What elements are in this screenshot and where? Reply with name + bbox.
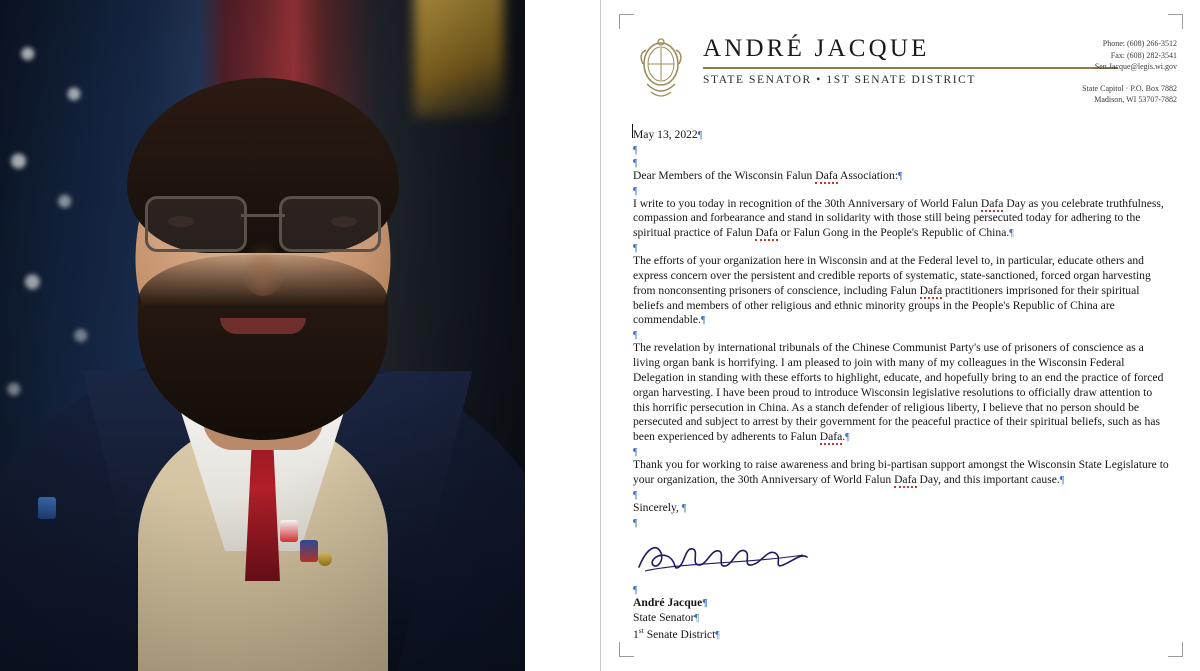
blank-line — [633, 328, 1171, 341]
letter-panel — [600, 0, 1200, 671]
pilcrow-mark: ¶ — [633, 489, 638, 501]
pilcrow-mark: ¶ — [697, 130, 703, 141]
contact-phone: Phone: (608) 266-3512 — [1102, 39, 1177, 48]
pilcrow-mark: ¶ — [681, 502, 687, 514]
crop-mark-top-right — [1168, 14, 1183, 29]
letterhead — [631, 34, 1177, 112]
paragraph-text: The efforts of your organization here in Wisconsin and at the Federal level to, in particular, educate others and express concern over the persistent and credible reports of systematic, state-sanctioned, forced organ harvesting from nonconsenting prisoners of conscience, including Falun Dafa practitioners imprisoned for their spiritual beliefs and members of other religious and ethnic minority groups in the People's Republic of China are commendable. — [633, 254, 1151, 327]
canada-flag-pin — [280, 520, 298, 542]
pilcrow-mark: ¶ — [633, 185, 638, 197]
letter-body[interactable] — [633, 128, 1171, 643]
signer-name-line — [633, 596, 1171, 611]
pilcrow-mark: ¶ — [715, 629, 720, 641]
senator-subtitle: STATE SENATOR • 1ST SENATE DISTRICT — [703, 74, 977, 86]
pilcrow-mark: ¶ — [694, 613, 700, 625]
blank-line — [633, 516, 1171, 529]
blank-line — [633, 445, 1171, 458]
eyeglasses — [143, 196, 383, 250]
pilcrow-mark: ¶ — [1009, 228, 1014, 240]
glasses-bridge — [241, 214, 285, 217]
salutation-line — [633, 169, 1171, 184]
letter-date-line — [633, 128, 1171, 143]
crop-mark-bottom-right — [1168, 642, 1183, 657]
contact-address-line1: State Capitol · P.O. Box 7882 — [1082, 83, 1177, 93]
pilcrow-mark: ¶ — [633, 144, 638, 156]
blank-line — [633, 184, 1171, 197]
paragraph-text: The revelation by international tribunals of the Chinese Communist Party's use of prisoners of conscience as a living organ bank is horrifying. I am pleased to join with many of my colleagues in the Wisconsin Federal Delegation in standing with these efforts to highlight, educate, and hopefully bring to an end the practice of forced organ harvesting. I have been proud to introduce Wisconsin legislative resolutions to officially draw attention to this horrific persecution in China. As a stanch defender of religious liberty, I believe that no person should be persecuted and subject to arrest by their government for the peaceful practice of their spiritual beliefs, such as has been experienced by adherents to Falun Dafa. — [633, 341, 1164, 444]
pilcrow-mark: ¶ — [1059, 474, 1065, 486]
wisconsin-state-seal-icon — [633, 34, 689, 104]
mouth — [220, 318, 306, 334]
spellcheck-underline: Dafa — [894, 472, 917, 486]
senator-name: ANDRÉ JACQUE — [703, 35, 930, 62]
panel-gutter — [525, 0, 600, 671]
wisconsin-flag-pin — [38, 497, 56, 519]
closing: Sincerely, — [633, 500, 679, 514]
usa-flag-pin — [300, 540, 318, 562]
blank-line — [633, 143, 1171, 156]
district-number: 1 — [633, 627, 639, 641]
pilcrow-mark: ¶ — [897, 170, 903, 182]
crop-mark-bottom-left — [619, 642, 634, 657]
blank-line — [633, 156, 1171, 169]
paragraph-1 — [633, 197, 1171, 241]
pilcrow-mark: ¶ — [633, 330, 638, 342]
contact-address-line2: Madison, WI 53707-7882 — [1094, 95, 1177, 105]
signer-title: State Senator — [633, 611, 695, 625]
salutation: Dear Members of the Wisconsin Falun Dafa Association: — [633, 168, 898, 182]
paragraph-3 — [633, 341, 1171, 445]
gold-lapel-pin — [318, 552, 332, 566]
letter-date: May 13, 2022 — [633, 128, 698, 141]
pilcrow-mark: ¶ — [845, 432, 850, 444]
contact-spacer — [1082, 73, 1177, 83]
spellcheck-underline: Dafa — [755, 226, 778, 240]
pilcrow-mark: ¶ — [633, 243, 638, 255]
signer-district-line — [633, 626, 1171, 643]
blank-line — [633, 488, 1171, 501]
pilcrow-mark: ¶ — [633, 585, 638, 597]
district-ordinal-suffix: st — [638, 626, 644, 636]
paragraph-text: I write to you today in recognition of the 30th Anniversary of World Falun Dafa Day as you celebrate truthfulness, compassion and forbearance and stand in solidarity with those still being persecuted today for adhering to the spiritual practice of Falun Dafa or Falun Gong in the People's Republic of China. — [633, 196, 1164, 240]
letterhead-rule — [703, 67, 1118, 69]
crop-mark-top-left — [619, 14, 634, 29]
senator-name-block — [703, 36, 1118, 86]
lens-left — [145, 196, 247, 252]
paragraph-4 — [633, 458, 1171, 488]
contact-fax: Fax: (608) 282-3541 — [1110, 50, 1177, 60]
spellcheck-underline: Dafa — [819, 430, 843, 444]
blank-line — [633, 583, 1171, 596]
blank-line — [633, 241, 1171, 254]
pilcrow-mark: ¶ — [633, 447, 638, 459]
closing-line — [633, 501, 1171, 516]
contact-email: Sen.Jacque@legis.wi.gov — [1094, 62, 1177, 72]
portrait-photo — [0, 0, 525, 671]
lens-right — [279, 196, 381, 252]
spellcheck-underline: Dafa — [815, 168, 838, 182]
subject-figure — [0, 0, 525, 671]
signature-image — [633, 533, 813, 579]
district-label: Senate District — [643, 627, 716, 641]
signer-title-line — [633, 611, 1171, 626]
signer-name: André Jacque — [633, 596, 703, 610]
contact-block — [1082, 38, 1177, 106]
paragraph-2 — [633, 254, 1171, 328]
letter-page — [600, 0, 1200, 671]
paragraph-text: Thank you for working to raise awareness and bring bi-partisan support amongst the Wisconsin State Legislature to your organization, the 30th Anniversary of World Falun Dafa Day, and this important cause. — [633, 458, 1169, 486]
pilcrow-mark: ¶ — [633, 517, 638, 529]
spellcheck-underline: Dafa — [980, 196, 1004, 210]
spellcheck-underline: Dafa — [919, 283, 943, 297]
pilcrow-mark: ¶ — [633, 157, 638, 169]
pilcrow-mark: ¶ — [702, 598, 708, 610]
pilcrow-mark: ¶ — [700, 315, 706, 327]
